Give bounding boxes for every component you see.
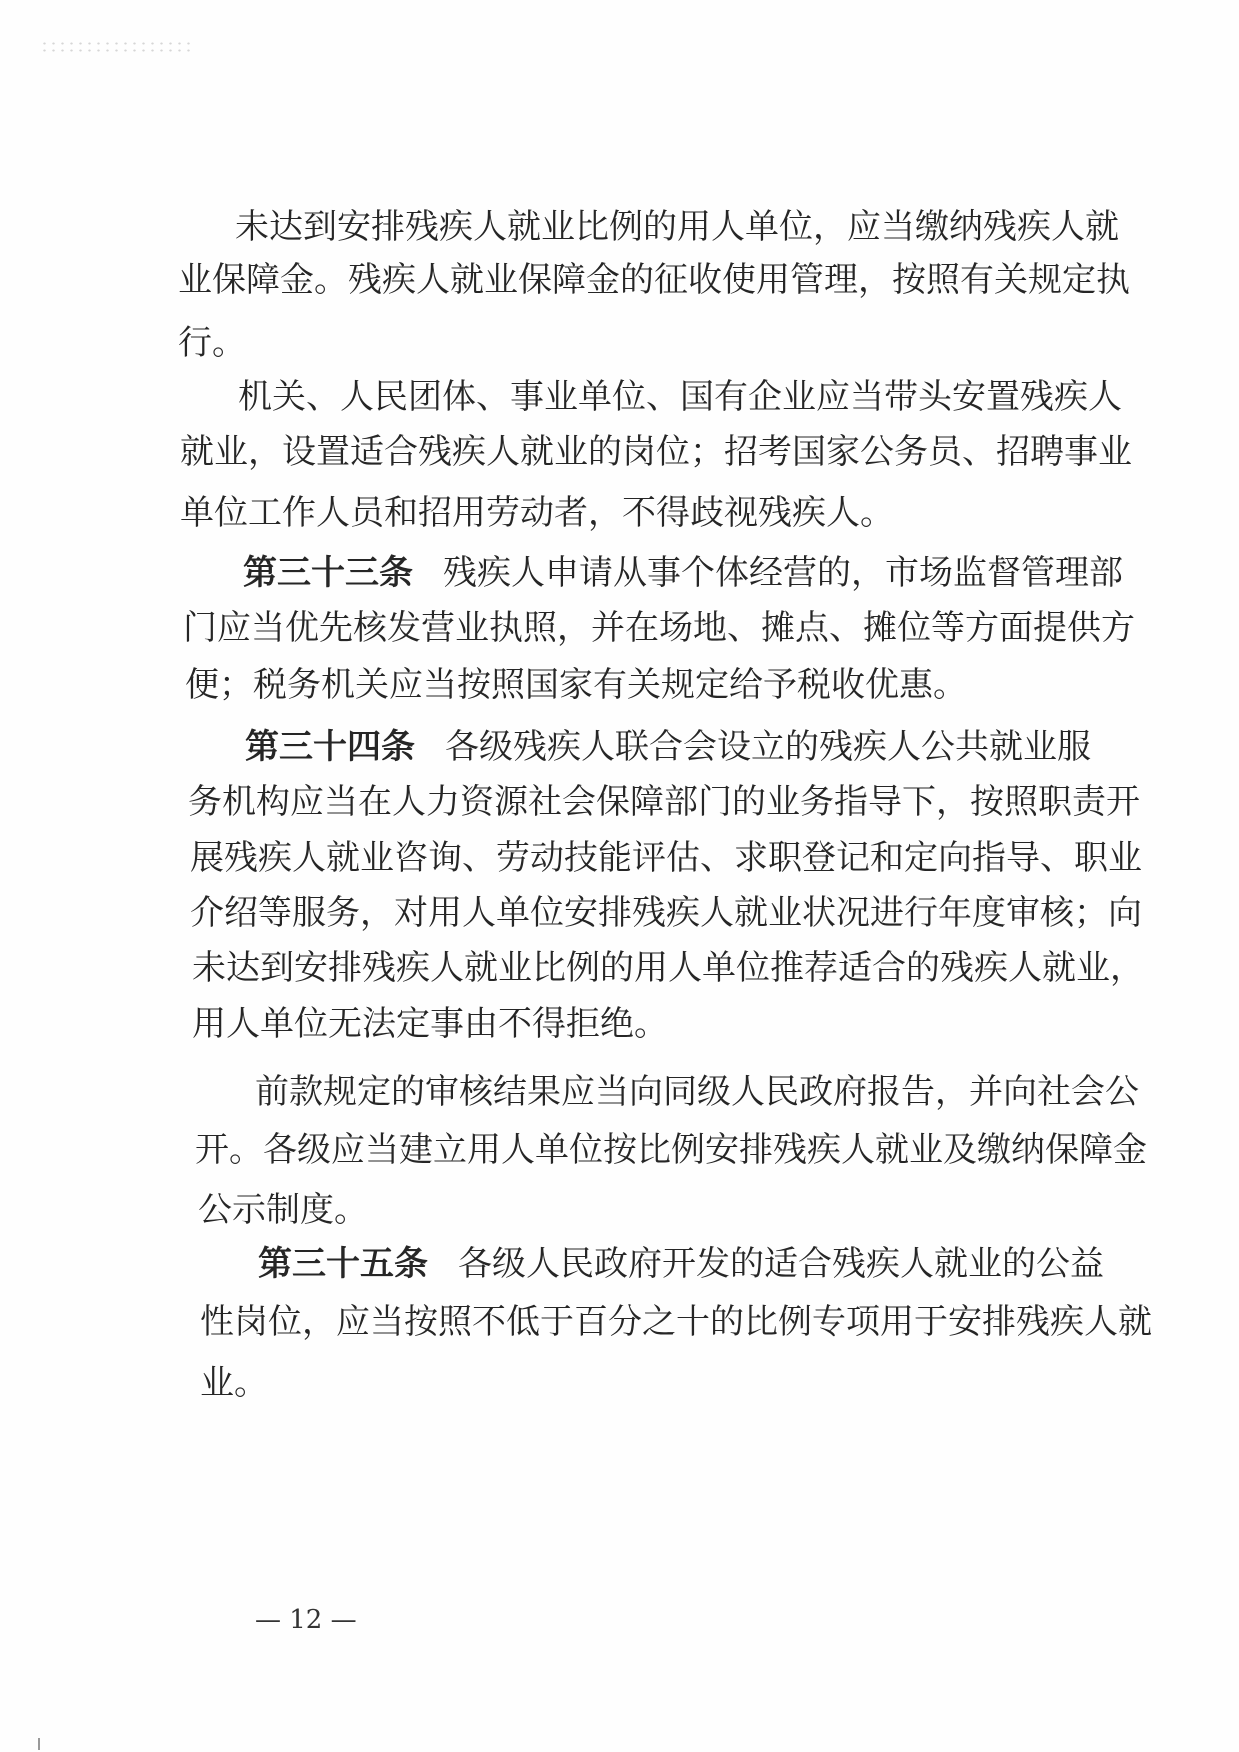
text-line: 单位工作人员和招用劳动者，不得歧视残疾人。 [180, 493, 894, 533]
text-line: 开。各级应当建立用人单位按比例安排残疾人就业及缴纳保障金 [195, 1130, 1147, 1170]
text-line: 就业，设置适合残疾人就业的岗位；招考国家公务员、招聘事业 [180, 432, 1132, 472]
text-line: 未达到安排残疾人就业比例的用人单位，应当缴纳残疾人就 [235, 207, 1119, 247]
text-span: 各级人民政府开发的适合残疾人就业的公益 [458, 1244, 1104, 1284]
text-line: 前款规定的审核结果应当向同级人民政府报告，并向社会公 [255, 1072, 1139, 1112]
text-line: 业保障金。残疾人就业保障金的征收使用管理，按照有关规定执 [178, 260, 1130, 300]
text-line: 介绍等服务，对用人单位安排残疾人就业状况进行年度审核；向 [190, 893, 1142, 933]
text-span: 残疾人申请从事个体经营的，市场监督管理部 [443, 553, 1123, 593]
text-line: 性岗位，应当按照不低于百分之十的比例专项用于安排残疾人就 [200, 1302, 1152, 1342]
text-line: 机关、人民团体、事业单位、国有企业应当带头安置残疾人 [238, 377, 1122, 417]
text-line: 未达到安排残疾人就业比例的用人单位推荐适合的残疾人就业， [192, 948, 1144, 988]
text-line: 行。 [178, 323, 246, 363]
article-35-line [258, 1244, 1104, 1284]
scan-speckle [40, 40, 190, 54]
article-34-heading: 第三十四条 [245, 727, 415, 767]
text-line: 公示制度。 [198, 1190, 368, 1230]
text-line: 门应当优先核发营业执照，并在场地、摊点、摊位等方面提供方 [183, 608, 1135, 648]
text-line: 展残疾人就业咨询、劳动技能评估、求职登记和定向指导、职业 [190, 838, 1142, 878]
article-33-line [243, 553, 1123, 593]
page-number: — 12 — [255, 1605, 357, 1635]
scan-mark [38, 1738, 40, 1750]
text-line: 务机构应当在人力资源社会保障部门的业务指导下，按照职责开 [188, 782, 1140, 822]
text-line: 用人单位无法定事由不得拒绝。 [192, 1004, 668, 1044]
article-34-line [245, 727, 1091, 767]
article-33-heading: 第三十三条 [243, 553, 413, 593]
text-span: 各级残疾人联合会设立的残疾人公共就业服 [445, 727, 1091, 767]
text-line: 业。 [200, 1363, 268, 1403]
text-line: 便；税务机关应当按照国家有关规定给予税收优惠。 [185, 665, 967, 705]
article-35-heading: 第三十五条 [258, 1244, 428, 1284]
